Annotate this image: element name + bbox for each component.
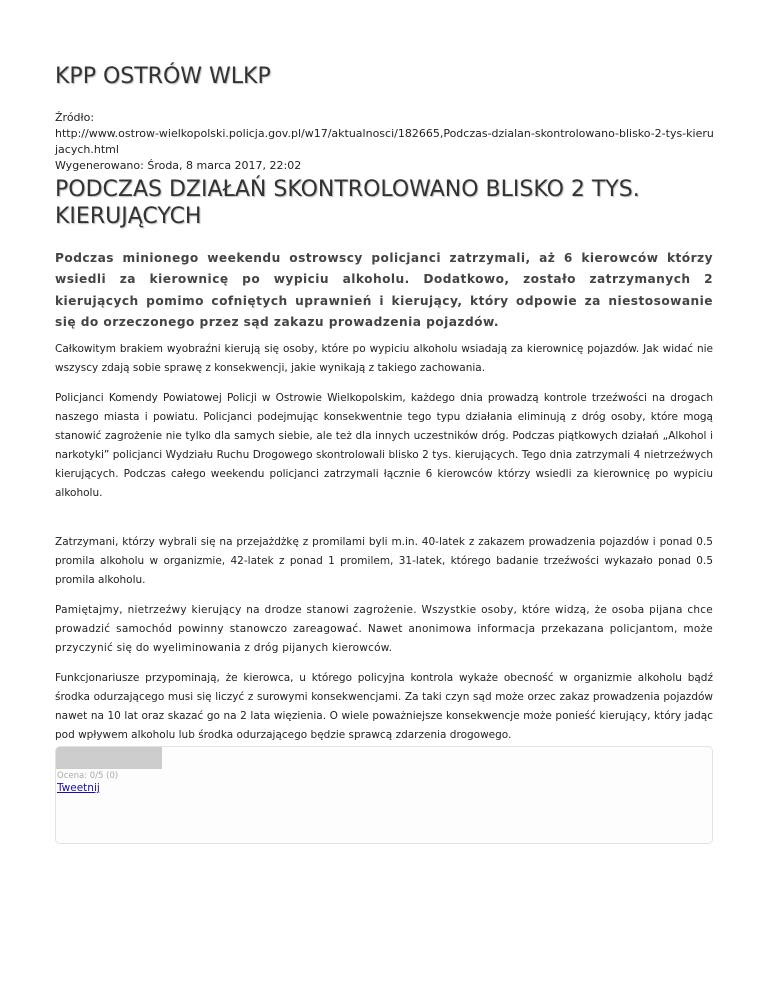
article-paragraph: Policjanci Komendy Powiatowej Policji w Ostrowie Wielkopolskim, każdego dnia prowadzą kontrole trzeźwości na drogach naszego miasta i powiatu. Policjanci podejmując konsekwentnie tego typu działania eliminują z dróg osoby, które mogą stanowić zagrożenie nie tylko dla samych siebie, ale też dla innych uczestników dróg. Podczas piątkowych działań „Alkohol i narkotyki” policjanci Wydziału Ruchu Drogowego skontrolowali blisko 2 tys. kierujących. Tego dnia zatrzymali 4 nietrzeźwych kierujących. Podczas całego weekendu policjanci zatrzymali łącznie 6 kierowców którzy wsiedli za kierownicę po wypiciu alkoholu. bbox=[55, 392, 713, 499]
article-body bbox=[55, 340, 713, 756]
source-meta bbox=[55, 110, 715, 174]
article-paragraph: Zatrzymani, którzy wybrali się na przejażdżkę z promilami byli m.in. 40-latek z zakazem prowadzenia pojazdów i ponad 0.5 promila alkoholu w organizmie, 42-latek z ponad 1 promilem, 31-latek, którego badanie trzeźwości wykazało ponad 0.5 promila alkoholu. bbox=[55, 536, 713, 586]
rating-box bbox=[55, 746, 713, 844]
article-paragraph: Całkowitym brakiem wyobraźni kierują się osoby, które po wypiciu alkoholu wsiadają za kierownicę pojazdów. Jak widać nie wszyscy zdają sobie sprawę z konsekwencji, jakie wynikają z takiego zachowania. bbox=[55, 343, 713, 374]
site-title: KPP OSTRÓW WLKP bbox=[55, 64, 271, 89]
tweet-link[interactable]: Tweetnij bbox=[57, 782, 100, 794]
article-lead: Podczas minionego weekendu ostrowscy policjanci zatrzymali, aż 6 kierowców którzy wsiedli za kierownicę po wypiciu alkoholu. Dodatkowo, zostało zatrzymanych 2 kierujących pomimo cofniętych uprawnień i kierujący, który odpowie za niestosowanie się do orzeczonego przez sąd zakazu prowadzenia pojazdów. bbox=[55, 251, 713, 329]
generated-date: Wygenerowano: Środa, 8 marca 2017, 22:02 bbox=[55, 159, 302, 172]
article-paragraph: Pamiętajmy, nietrzeźwy kierujący na drodze stanowi zagrożenie. Wszystkie osoby, które widzą, że osoba pijana chce prowadzić samochód powinny stanowczo zareagować. Nawet anonimowa informacja przekazana policjantom, może przyczynić się do wyeliminowania z dróg pijanych kierowców. bbox=[55, 604, 713, 654]
source-label: Źródło: bbox=[55, 111, 95, 124]
rating-text: Ocena: 0/5 (0) bbox=[57, 771, 119, 781]
article-title: PODCZAS DZIAŁAŃ SKONTROLOWANO BLISKO 2 TYS. KIERUJĄCYCH bbox=[55, 177, 640, 229]
source-url: http://www.ostrow-wielkopolski.policja.gov.pl/w17/aktualnosci/182665,Podczas-dzialan-skontrolowano-blisko-2-tys-kierujacych.html bbox=[55, 127, 714, 156]
article-paragraph: Funkcjonariusze przypominają, że kierowca, u którego policyjna kontrola wykaże obecność w organizmie alkoholu bądź środka odurzającego musi się liczyć z surowymi konsekwencjami. Za taki czyn sąd może orzec zakaz prowadzenia pojazdów nawet na 10 lat oraz skazać go na 2 lata więzienia. O wiele poważniejsze konsekwencje może ponieść kierujący, który jadąc pod wpływem alkoholu lub środka odurzającego będzie sprawcą zdarzenia drogowego. bbox=[55, 672, 713, 741]
rating-stars-bar[interactable] bbox=[56, 747, 162, 769]
